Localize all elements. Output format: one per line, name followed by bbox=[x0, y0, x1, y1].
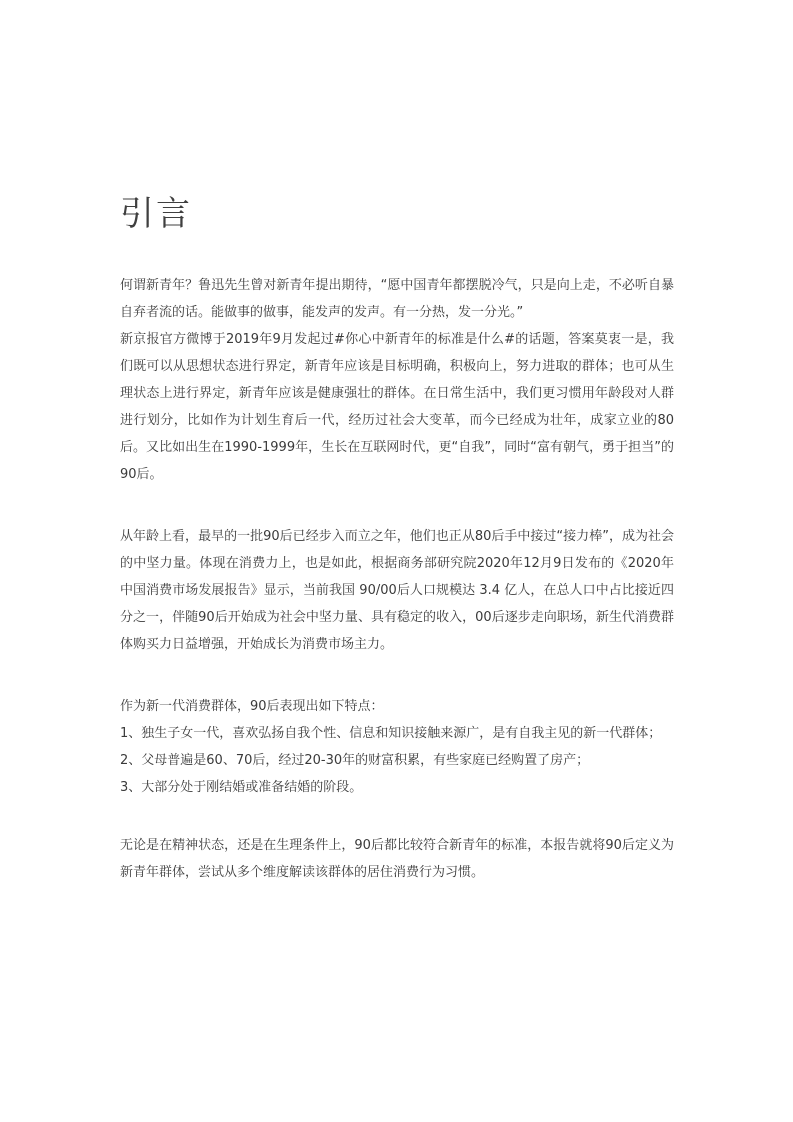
paragraph-features-lead: 作为新一代消费群体，90后表现出如下特点： bbox=[120, 699, 384, 714]
page-title: 引言 bbox=[120, 194, 192, 234]
paragraph-intro-quote: 何谓新青年？鲁迅先生曾对新青年提出期待，“愿中国青年都摆脱冷气，只是向上走，不必听自暴自弃者流的话。能做事的做事，能发声的发声。有一分热，发一分光。” bbox=[120, 278, 674, 320]
paragraph-consumption-power: 从年龄上看，最早的一批90后已经步入而立之年，他们也正从80后手中接过“接力棒”，成为社会的中坚力量。体现在消费力上，也是如此，根据商务部研究院2020年12月9日发布的《2020年中国消费市场发展报告》显示，当前我国 90/00后人口规模达 3.4 亿人，在总人口中占比接近四分之一，伴随90后开始成为社会中坚力量、具有稳定的收入，00后逐步走向职场，新生代消费群体购买力日益增强，开始成长为消费市场主力。 bbox=[120, 529, 674, 652]
paragraph-conclusion: 无论是在精神状态，还是在生理条件上，90后都比较符合新青年的标准，本报告就将90后定义为新青年群体，尝试从多个维度解读该群体的居住消费行为习惯。 bbox=[120, 838, 674, 880]
list-item-feature-3: 3、大部分处于刚结婚或准备结婚的阶段。 bbox=[120, 780, 363, 795]
list-item-feature-2: 2、父母普遍是60、70后，经过20-30年的财富积累，有些家庭已经购置了房产； bbox=[120, 753, 590, 768]
paragraph-definition: 新京报官方微博于2019年9月发起过#你心中新青年的标准是什么#的话题，答案莫衷一是，我们既可以从思想状态进行界定，新青年应该是目标明确，积极向上，努力进取的群体；也可从生理状态上进行界定，新青年应该是健康强壮的群体。在日常生活中，我们更习惯用年龄段对人群进行划分，比如作为计划生育后一代，经历过社会大变革，而今已经成为壮年，成家立业的80后。又比如出生在1990-1999年，生长在互联网时代，更“自我”，同时“富有朝气，勇于担当”的90后。 bbox=[120, 332, 674, 482]
list-item-feature-1: 1、独生子女一代，喜欢弘扬自我个性、信息和知识接触来源广，是有自我主见的新一代群体； bbox=[120, 726, 662, 741]
